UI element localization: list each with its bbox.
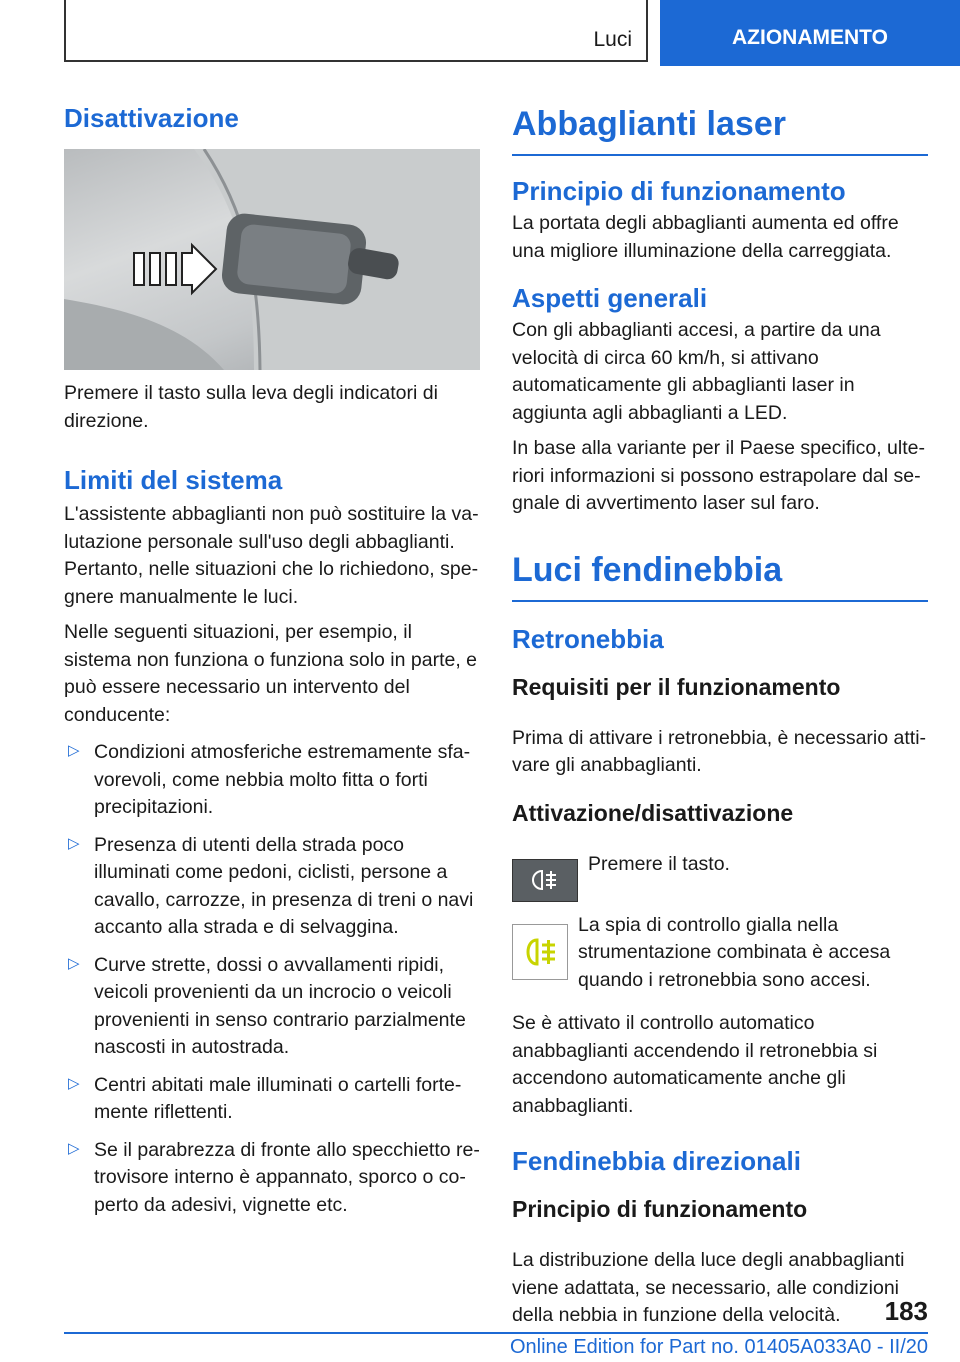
heading-aspetti: Aspetti generali (512, 283, 708, 313)
right-column (512, 100, 928, 1330)
heading-attivazione: Attivazione/disattivazione (512, 799, 794, 826)
heading-limiti: Limiti del sistema (64, 465, 283, 495)
heading-retronebbia: Retronebbia (512, 623, 664, 654)
heading-requisiti: Requisiti per il funzionamento (512, 673, 841, 700)
heading-principio: Principio di funzionamento (512, 176, 846, 206)
bullet-triangle-icon: ▷ (68, 1139, 80, 1157)
list-item: ▷ Se il parabrezza di fronte allo specchietto retrovisore interno è appannato, sporco o coperto da adesivi, vignette etc. (68, 1138, 480, 1216)
requisiti-text: Prima di attivare i retronebbia, è necessario attivare gli anabbaglianti. (512, 726, 927, 776)
bullet-triangle-icon: ▷ (68, 834, 80, 852)
heading-abbaglianti-laser: Abbaglianti laser (512, 100, 928, 156)
heading-principio-2: Principio di funzionamento (512, 1196, 808, 1222)
footer-edition: Online Edition for Part no. 01405A033A0 - II/20 (509, 1336, 928, 1358)
limiti-paragraph-2: Nelle seguenti situazioni, per esempio, il sistema non funziona o funziona solo in parte, e può essere necessario un intervento del conducente: (64, 621, 478, 726)
rear-fog-indicator-row (512, 912, 928, 995)
rear-fog-indicator-icon (512, 924, 568, 980)
lever-photo (64, 149, 480, 370)
list-item: ▷ Condizioni atmosferiche estremamente sfavorevoli, come nebbia molto fitta o forti precipitazioni. (68, 741, 471, 818)
footer-divider (64, 1332, 928, 1334)
principio-text: La portata degli abbaglianti aumenta ed offre una migliore illuminazione della carreggiata. (512, 212, 899, 262)
list-item: ▷ Presenza di utenti della strada poco illuminati come pedoni, ciclisti, persone a cavallo, carrozze, in presenza di treni o navi accanto alla strada e di selvaggina. (68, 833, 474, 938)
aspetti-paragraph-2: In base alla variante per il Paese specifico, ulteriori informazioni si possono estrapolare dal segnale di avvertimento laser sul faro. (512, 437, 925, 514)
list-item: ▷ Centri abitati male illuminati o cartelli fortemente riflettenti. (68, 1073, 462, 1123)
auto-text: Se è attivato il controllo automatico anabbaglianti accendendo il retronebbia si accendono automaticamente anche gli anabbaglianti. (512, 1012, 878, 1117)
bullet-triangle-icon: ▷ (68, 1074, 80, 1092)
bullet-triangle-icon: ▷ (68, 954, 80, 972)
principio-2-text: La distribuzione della luce degli anabbaglianti viene adattata, se necessario, alle condizioni della nebbia in funzione della velocità. (512, 1249, 905, 1326)
heading-fendinebbia-direzionali: Fendinebbia direzionali (512, 1146, 801, 1176)
page-header (0, 0, 960, 66)
limiti-bullet-list (64, 739, 480, 1219)
heading-disattivazione: Disattivazione (64, 103, 239, 133)
left-column (64, 92, 480, 1229)
header-section-box (64, 0, 648, 62)
header-section-label: Luci (593, 28, 632, 51)
page-number: 183 (884, 1296, 928, 1326)
bullet-triangle-icon: ▷ (68, 742, 80, 759)
header-chapter-tab: AZIONAMENTO (660, 0, 960, 66)
rear-fog-button-row (512, 851, 928, 902)
list-item: ▷ Curve strette, dossi o avvallamenti ripidi, veicoli provenienti da un incrocio o veicoli provenienti in senso contrario parzialmente nascosti in autostrada. (68, 953, 466, 1058)
lever-illustration (64, 149, 480, 370)
aspetti-paragraph-1: Con gli abbaglianti accesi, a partire da una velocità di circa 60 km/h, si attivano automaticamente gli abbaglianti laser in aggiunta agli abbaglianti a LED. (512, 319, 881, 424)
heading-luci-fendinebbia: Luci fendinebbia (512, 546, 928, 602)
rear-fog-button-icon (512, 859, 578, 902)
limiti-paragraph-1: L'assistente abbaglianti non può sostituire la valutazione personale sull'uso degli abbaglianti. Pertanto, nelle situazioni che lo richiedono, spegnere manualmente le luci. (64, 503, 479, 608)
disattivazione-text: Premere il tasto sulla leva degli indicatori di direzione. (64, 382, 438, 432)
premere-text: Premere il tasto. (588, 852, 730, 875)
spia-text: La spia di controllo gialla nella strumentazione combinata è accesa quando i retronebbia sono accesi. (578, 913, 891, 991)
